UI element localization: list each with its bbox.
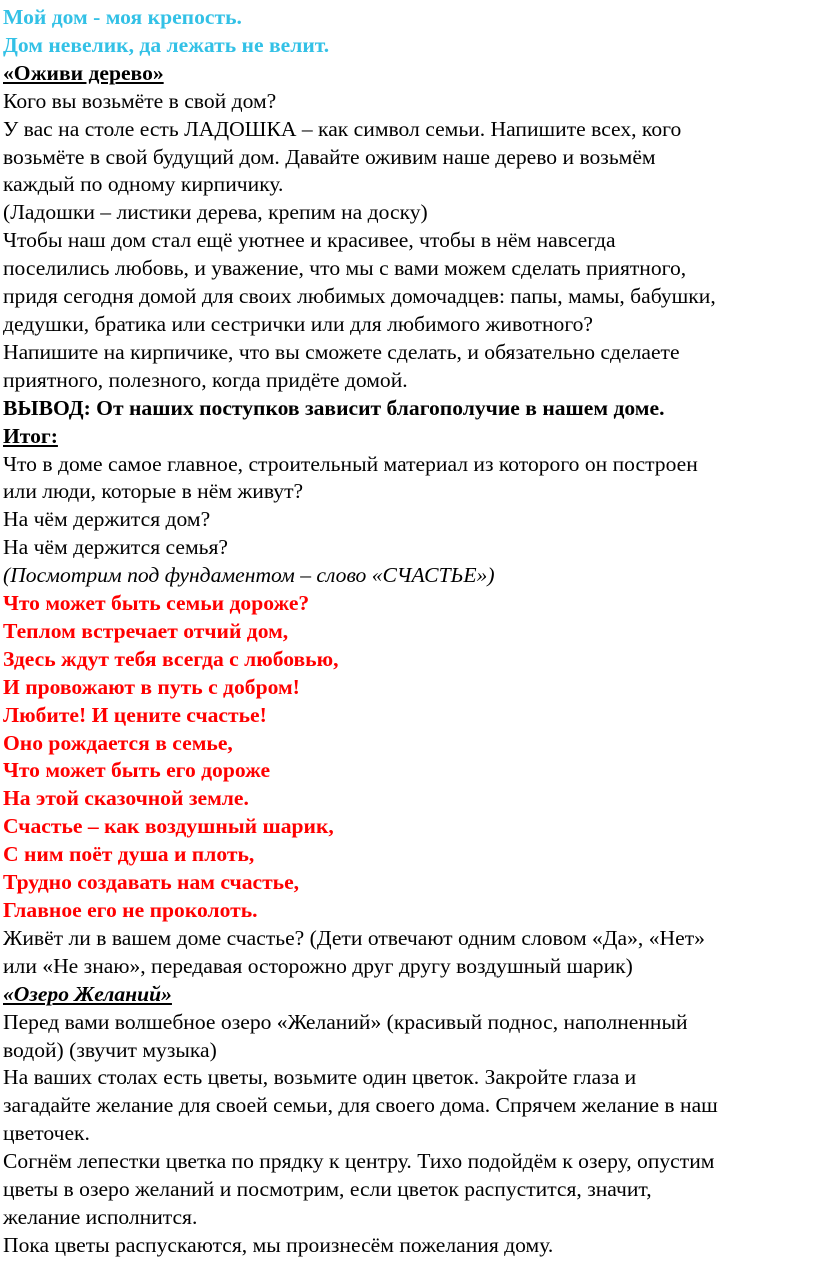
text-line: Перед вами волшебное озеро «Желаний» (красивый поднос, наполненный	[3, 1009, 688, 1034]
document-page	[3, 4, 813, 1260]
poem-line: Оно рождается в семье,	[3, 730, 233, 755]
text-line: У вас на столе есть ЛАДОШКА – как символ семьи. Напишите всех, кого	[3, 116, 682, 141]
text-line: На чём держится семья?	[3, 535, 229, 560]
text-line: цветы в озеро желаний и посмотрим, если цветок распустится, значит,	[3, 1177, 652, 1202]
text-line: Пока цветы распускаются, мы произнесём пожелания дому.	[3, 1232, 554, 1257]
text-line: (Ладошки – листики дерева, крепим на доску)	[3, 200, 428, 225]
poem-line: Что может быть его дороже	[3, 758, 271, 783]
text-line: цветочек.	[3, 1121, 90, 1146]
poem-line: Счастье – как воздушный шарик,	[3, 814, 334, 839]
text-line: приятного, полезного, когда придёте домой.	[3, 367, 408, 392]
poem-line: Трудно создавать нам счастье,	[3, 870, 300, 895]
poem-line: Главное его не проколоть.	[3, 898, 258, 922]
section-heading-summary: Итог:	[3, 423, 58, 448]
poem-line: И провожают в путь с добром!	[3, 674, 300, 699]
text-line: каждый по одному кирпичику.	[3, 172, 284, 197]
poem-line: Любите! И цените счастье!	[3, 702, 267, 727]
summary-note: (Посмотрим под фундаментом – слово «СЧАСТЬЕ»)	[3, 563, 495, 588]
text-line: возьмёте в свой будущий дом. Давайте оживим наше дерево и возьмём	[3, 144, 656, 169]
text-line: дедушки, братика или сестрички или для любимого животного?	[3, 311, 594, 336]
text-line: На чём держится дом?	[3, 507, 211, 532]
text-line: Напишите на кирпичике, что вы сможете сделать, и обязательно сделаете	[3, 339, 680, 364]
header-proverb: Дом невелик, да лежать не велит.	[3, 32, 330, 57]
text-line: Чтобы наш дом стал ещё уютнее и красивее, чтобы в нём навсегда	[3, 228, 616, 253]
text-line: Что в доме самое главное, строительный материал из которого он построен	[3, 451, 698, 476]
poem-line: Здесь ждут тебя всегда с любовью,	[3, 646, 339, 671]
section-heading-tree: «Оживи дерево»	[3, 60, 164, 85]
text-line: Кого вы возьмёте в свой дом?	[3, 88, 277, 113]
text-line: Согнём лепестки цветка по прядку к центру. Тихо подойдём к озеру, опустим	[3, 1149, 715, 1174]
poem-line: Теплом встречает отчий дом,	[3, 618, 289, 643]
poem-line: С ним поёт душа и плоть,	[3, 842, 255, 867]
text-line: На ваших столах есть цветы, возьмите один цветок. Закройте глаза и	[3, 1065, 637, 1090]
text-line: или «Не знаю», передавая осторожно друг другу воздушный шарик)	[3, 953, 633, 978]
section-heading-lake: «Озеро Желаний»	[3, 981, 172, 1006]
text-line: водой) (звучит музыка)	[3, 1037, 217, 1062]
header-title: Мой дом - моя крепость.	[3, 5, 242, 29]
text-line: или люди, которые в нём живут?	[3, 479, 304, 504]
text-line: поселились любовь, и уважение, что мы с вами можем сделать приятного,	[3, 256, 687, 281]
text-line: придя сегодня домой для своих любимых домочадцев: папы, мамы, бабушки,	[3, 284, 716, 309]
text-line: загадайте желание для своей семьи, для своего дома. Спрячем желание в наш	[3, 1093, 718, 1118]
text-line: желание исполнится.	[3, 1204, 198, 1229]
conclusion-text: ВЫВОД: От наших поступков зависит благополучие в нашем доме.	[3, 395, 665, 420]
poem-line: Что может быть семьи дороже?	[3, 591, 310, 616]
poem-line: На этой сказочной земле.	[3, 786, 249, 811]
text-line: Живёт ли в вашем доме счастье? (Дети отвечают одним словом «Да», «Нет»	[3, 925, 705, 950]
